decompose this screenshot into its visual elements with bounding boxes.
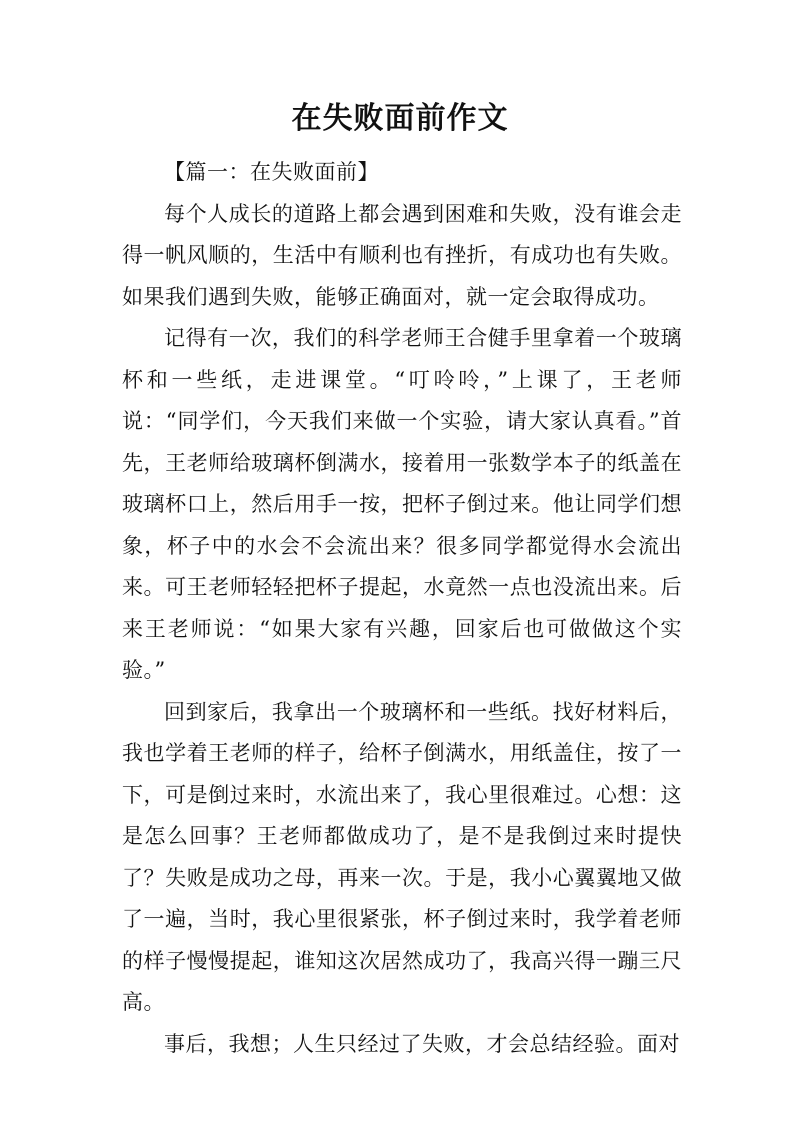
document-title: 在失败面前作文 [291,101,509,136]
document-body [122,152,682,1065]
paragraph-3: 回到家后，我拿出一个玻璃杯和一些纸。找好材料后，我也学着王老师的样子，给杯子倒满水，用纸盖住，按了一下，可是倒过来时，水流出来了，我心里很难过。心想：这是怎么回事？王老师都做成功了，是不是我倒过来时提快了？失败是成功之母，再来一次。于是，我小心翼翼地又做了一遍，当时，我心里很紧张，杯子倒过来时，我学着老师的样子慢慢提起，谁知这次居然成功了，我高兴得一蹦三尺高。 [122,699,682,1014]
paragraph-4: 事后，我想；人生只经过了失败，才会总结经验。面对 [164,1031,680,1056]
paragraph-1: 每个人成长的道路上都会遇到困难和失败，没有谁会走得一帆风顺的，生活中有顺利也有挫折，有成功也有失败。如果我们遇到失败，能够正确面对，就一定会取得成功。 [122,201,682,309]
paragraph-2: 记得有一次，我们的科学老师王合健手里拿着一个玻璃杯和一些纸，走进课堂。“叮呤呤，”上课了，王老师说：“同学们，今天我们来做一个实验，请大家认真看。”首先，王老师给玻璃杯倒满水，接着用一张数学本子的纸盖在玻璃杯口上，然后用手一按，把杯子倒过来。他让同学们想象，杯子中的水会不会流出来？很多同学都觉得水会流出来。可王老师轻轻把杯子提起，水竟然一点也没流出来。后来王老师说：“如果大家有兴趣，回家后也可做做这个实验。” [122,326,682,682]
section-heading: 【篇一：在失败面前】 [164,160,379,184]
